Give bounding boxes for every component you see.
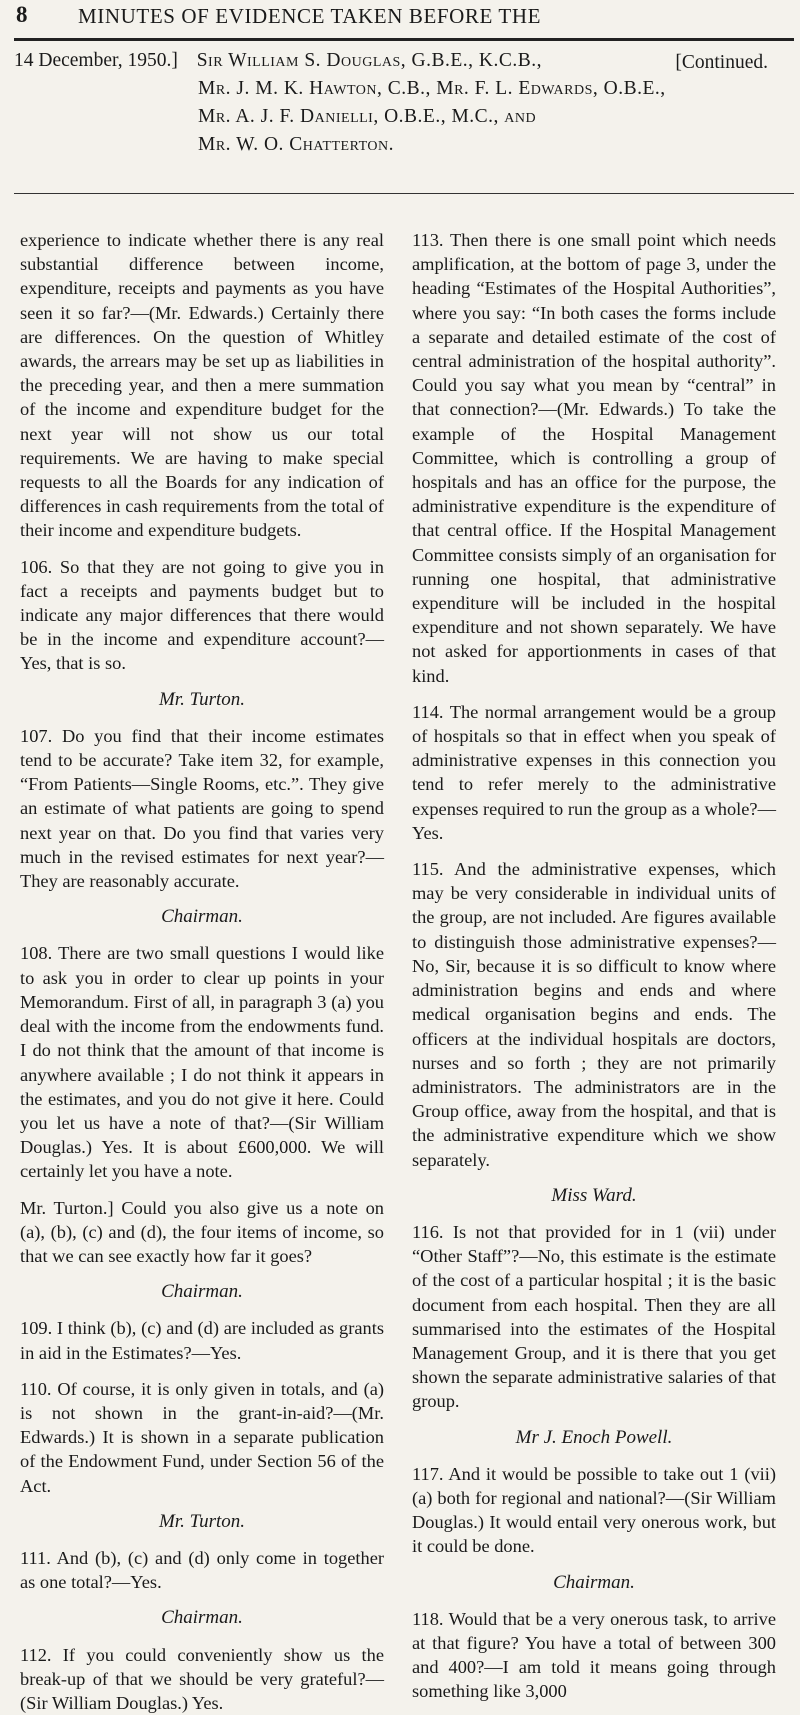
- speaker-heading: Chairman.: [553, 1571, 635, 1593]
- witness-line-2: Mr. J. M. K. Hawton, C.B., Mr. F. L. Edwards, O.B.E.,: [198, 78, 666, 99]
- question-109: 109. I think (b), (c) and (d) are included as grants in aid in the Estimates?—Yes.: [20, 1318, 384, 1363]
- question-113: 113. Then there is one small point which needs amplification, at the bottom of page 3, under the heading “Estimates of the Hospital Authorities”, where you say: “In both cases the forms include a separate and detailed estimate of the cost of central administration of the hospital authority”. Could you say what you mean by “central” in that connection?—(Mr. Edwards.) To take the example of the Hospital Management Committee, which is controlling a group of hospitals and has an office for the purpose, the administrative expenditure is the expenditure of that central office. If the Hospital Management Committee consists simply of an organisation for running one hospital, that administrative expenditure will be included in the hospital expenditure and not shown separately. We have not asked for apportionments in cases of that kind.: [412, 230, 776, 686]
- witness-line-3: Mr. A. J. F. Danielli, O.B.E., M.C., and: [198, 106, 537, 127]
- witness-block: [14, 48, 794, 188]
- question-114: 114. The normal arrangement would be a group of hospitals so that in effect when you speak of administrative expenses in this connection you tend to refer merely to the administrative expenses required to run the group as a whole?—Yes.: [412, 701, 776, 843]
- speaker-heading: Mr. Turton.: [158, 688, 246, 710]
- question-116: 116. Is not that provided for in 1 (vii) under “Other Staff”?—No, this estimate is the estimate of the cost of a particular hospital ; it is the basic document from each hospital. Then they are all summarised into the estimates of the Hospital Management Group, and it is there that you get shown the separate administrative salaries of that group.: [412, 1221, 776, 1412]
- question-112: 112. If you could conveniently show us the break-up of that we should be very grateful?—(Sir William Douglas.) Yes.: [20, 1644, 384, 1713]
- left-column: [20, 228, 384, 1713]
- turton-interjection: Mr. Turton.] Could you also give us a note on (a), (b), (c) and (d), the four items of income, so that we can see exactly how far it goes?: [20, 1197, 384, 1266]
- witness-names-1: Sir William S. Douglas, G.B.E., K.C.B.,: [196, 50, 543, 71]
- page-number: 8: [16, 2, 28, 27]
- speaker-heading: Mr J. Enoch Powell.: [515, 1426, 673, 1448]
- witness-rule: [14, 193, 794, 194]
- right-column: [412, 228, 776, 1702]
- speaker-heading: Chairman.: [161, 1607, 243, 1629]
- speaker-heading: Miss Ward.: [551, 1184, 637, 1206]
- running-head: [14, 0, 794, 34]
- witness-line-4: Mr. W. O. Chatterton.: [198, 134, 394, 155]
- question-118: 118. Would that be a very onerous task, to arrive at that figure? You have a total of between 300 and 400?—I am told it means going through something like 3,000: [412, 1608, 776, 1702]
- header-rule: [14, 38, 794, 41]
- speaker-heading: Chairman.: [161, 1281, 243, 1303]
- question-111: 111. And (b), (c) and (d) only come in together as one total?—Yes.: [20, 1547, 384, 1593]
- question-107: 107. Do you find that their income estimates tend to be accurate? Take item 32, for example, “From Patients—Single Rooms, etc.”. They give an estimate of what patients are going to spend next year on that. Do you find that varies very much in the revised estimates for next year?—They are reasonably accurate.: [20, 725, 384, 892]
- question-110: 110. Of course, it is only given in totals, and (a) is not shown in the grant-in-aid?—(Mr. Edwards.) It is shown in a separate publication of the Endowment Fund, under Section 56 of the Act.: [20, 1378, 384, 1496]
- running-title: MINUTES OF EVIDENCE TAKEN BEFORE THE: [78, 4, 542, 28]
- witness-line-1: [14, 48, 794, 74]
- session-date: 14 December, 1950.]: [14, 50, 178, 71]
- speaker-heading: Chairman.: [161, 906, 243, 928]
- question-115: 115. And the administrative expenses, which may be very considerable in individual units of the group, are not included. Are figures available to distinguish those administrative expenses?—No, Sir, because it is so difficult to know where administration begins and ends and where medical organisation begins and ends. The officers at the individual hospitals are doctors, nurses and so forth ; they are not primarily administrators. The administrators are in the Group office, away from the hospital, and that is the administrative expenditure which we show separately.: [412, 859, 776, 1170]
- question-108: 108. There are two small questions I would like to ask you in order to clear up points in your Memorandum. First of all, in paragraph 3 (a) you deal with the income from the endowments fund. I do not think that the amount of that income is anywhere available ; I do not think it appears in the estimates, and you do not give it here. Could you let us have a note of that?—(Sir William Douglas.) Yes. It is about £600,000. We will certainly let you have a note.: [20, 943, 384, 1182]
- continued-label: [Continued.: [675, 52, 768, 73]
- speaker-heading: Mr. Turton.: [158, 1510, 246, 1532]
- question-117: 117. And it would be possible to take out 1 (vii) (a) both for regional and national?—(Sir William Douglas.) It would entail very onerous work, but it could be done.: [412, 1463, 776, 1557]
- question-106: 106. So that they are not going to give you in fact a receipts and payments budget but to indicate any major differences that there would be in the income and expenditure account?—Yes, that is so.: [20, 556, 384, 674]
- paragraph-continued: experience to indicate whether there is any real substantial difference between income, expenditure, receipts and payments as you have seen it so far?—(Mr. Edwards.) Certainly there are differences. On the question of Whitley awards, the arrears may be set up as liabilities in the preceding year, and then a mere summation of the income and expenditure budget for the next year will not show us our total requirements. We are having to make special requests to all the Boards for any indication of differences in cash requirements from the total of their income and expenditure budgets.: [20, 230, 384, 541]
